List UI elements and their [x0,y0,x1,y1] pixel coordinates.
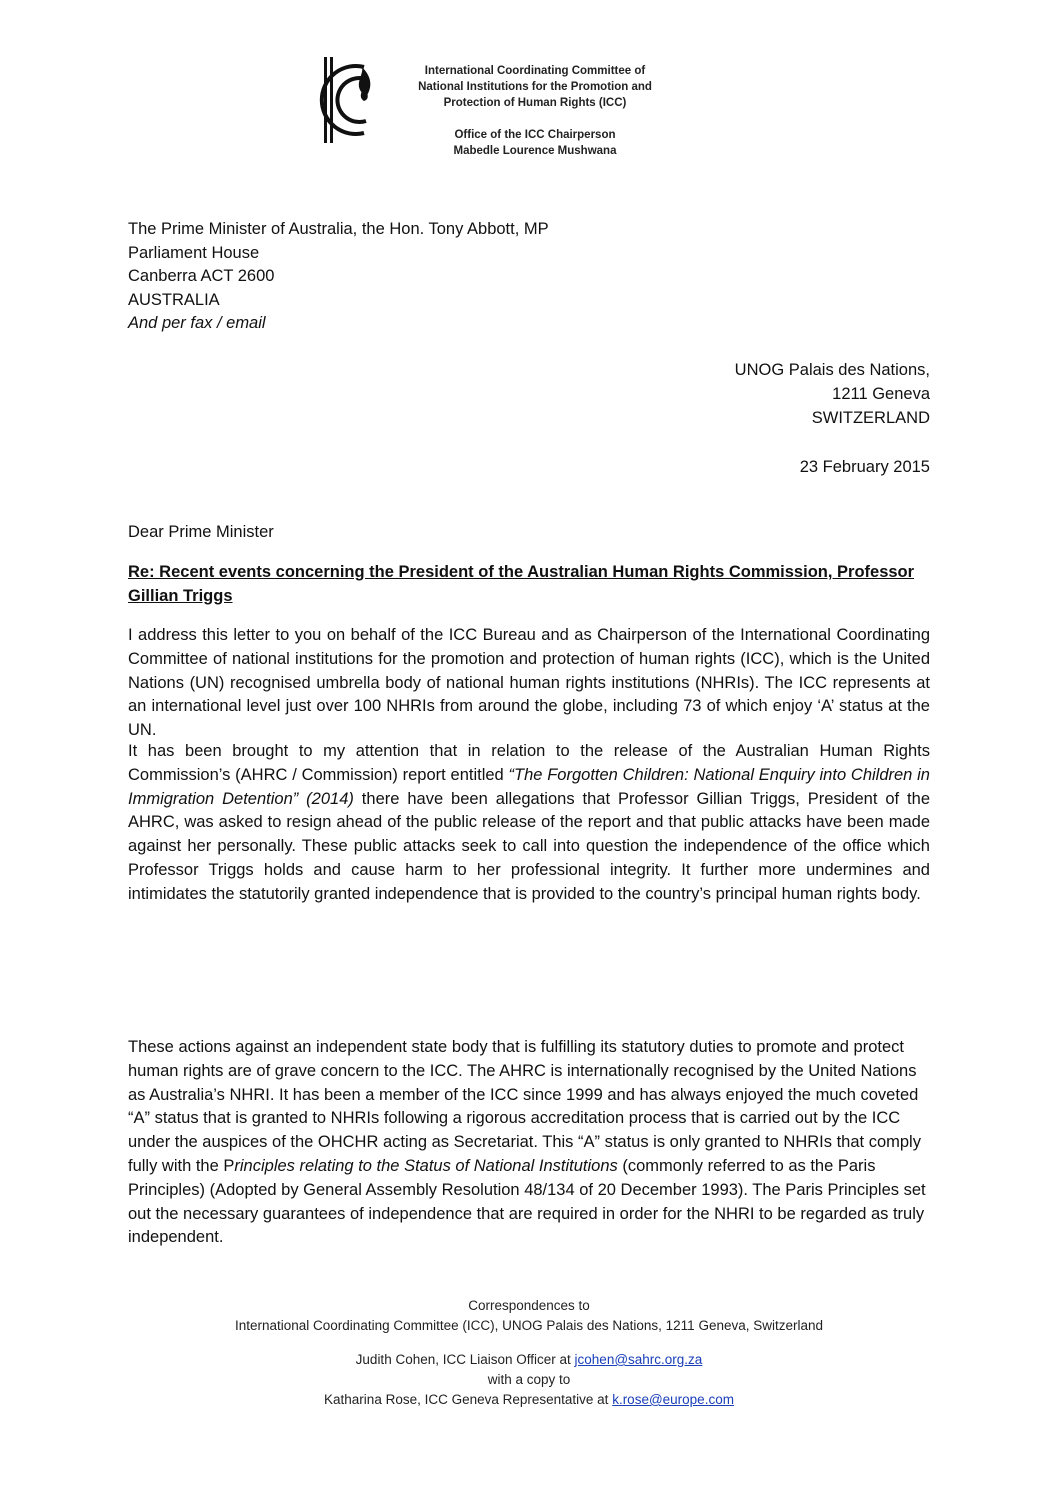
org-line-2: National Institutions for the Promotion and [418,81,652,93]
footer-line-1: Correspondences to [468,1298,590,1313]
recipient-address [128,218,748,336]
org-line-3: Protection of Human Rights (ICC) [443,97,627,109]
email-link-krose[interactable]: k.rose@europe.com [612,1392,734,1407]
letterhead-organization [380,63,690,159]
footer-line-3 [128,1350,930,1370]
recipient-line-1: The Prime Minister of Australia, the Hon. Tony Abbott, MP [128,220,549,238]
paragraph-3-text-a: These actions against an independent state body that is fulfilling its statutory duties to promote and protect human rights are of grave concern to the ICC. The AHRC is internationally recognised by the United Nations as Australia’s NHRI. It has been a member of the ICC since 1999 and has always enjoyed the much coveted “A” status that is granted to NHRIs following a rigorous accreditation process that is carried out by the ICC under the auspices of the OHCHR acting as Secretariat. This “A” status is only granted to NHRIs that comply fully with the P [128,1038,921,1175]
recipient-line-4: AUSTRALIA [128,290,220,309]
paragraph-3-text-b: (commonly referred to as the Paris Principles) (Adopted by General Assembly Resolution 48/134 of 20 December 1993). The Paris Principles set out the necessary guarantees of independence that are required in order for the NHRI to be regarded as truly independent. [128,1156,926,1247]
paragraph-1-text: I address this letter to you on behalf of the ICC Bureau and as Chairperson of the International Coordinating Committee of national institutions for the promotion and protection of human rights (ICC), which is the United Nations (UN) recognised umbrella body of national human rights institutions (NHRIs). The ICC represents at an international level just over 100 NHRIs from around the globe, including 73 of which enjoy ‘A’ status at the UN. [128,626,930,740]
sender-line-1: UNOG Palais des Nations, [734,361,930,379]
recipient-line-5: And per fax / email [128,314,266,333]
salutation: Dear Prime Minister [128,523,274,541]
footer-line-5-prefix: Katharina Rose, ICC Geneva Representative at [324,1392,613,1407]
report-title: “The Forgotten Children: National Enquiry into Children in Immigration Detention” (2014) [128,765,930,808]
office-line-2: Mabedle Lourence Mushwana [453,145,617,157]
subject-line: Re: Recent events concerning the President of the Australian Human Rights Commission, Professor Gillian Triggs [128,563,915,605]
paragraph-2-text-a: It has been brought to my attention that in relation to the release of the Australian Human Rights Commission’s (AHRC / Commission) report entitled [128,742,930,784]
sender-line-2: 1211 Geneva [832,385,930,403]
org-line-1: International Coordinating Committee of [424,65,646,77]
letter-date: 23 February 2015 [799,458,930,476]
sender-address [600,358,930,430]
footer-line-5 [128,1390,930,1410]
footer-correspondence [128,1296,930,1410]
body-paragraph-3 [128,1036,930,1250]
body-paragraph-2 [128,740,930,907]
office-line-1: Office of the ICC Chairperson [454,129,616,141]
principles-title: rinciples relating to the Status of National Institutions [234,1156,618,1175]
paragraph-2-text-b: there have been allegations that Professor Gillian Triggs, President of the AHRC, was asked to resign ahead of the public release of the report and that public attacks have been made against her personally. These public attacks seek to call into question the independence of the office which Professor Triggs holds and cause harm to her professional integrity. It further more undermines and intimidates the statutorily granted independence that is provided to the country’s principal human rights body. [128,789,930,903]
footer-line-2: International Coordinating Committee (ICC), UNOG Palais des Nations, 1211 Geneva, Switzerland [234,1318,824,1333]
footer-line-4: with a copy to [487,1372,571,1387]
email-link-jcohen[interactable]: jcohen@sahrc.org.za [574,1352,703,1367]
body-paragraph-1 [128,624,930,743]
sender-line-3: SWITZERLAND [811,409,930,427]
footer-line-3-prefix: Judith Cohen, ICC Liaison Officer at [355,1352,575,1367]
recipient-line-3: Canberra ACT 2600 [128,267,275,286]
recipient-line-2: Parliament House [128,243,260,262]
